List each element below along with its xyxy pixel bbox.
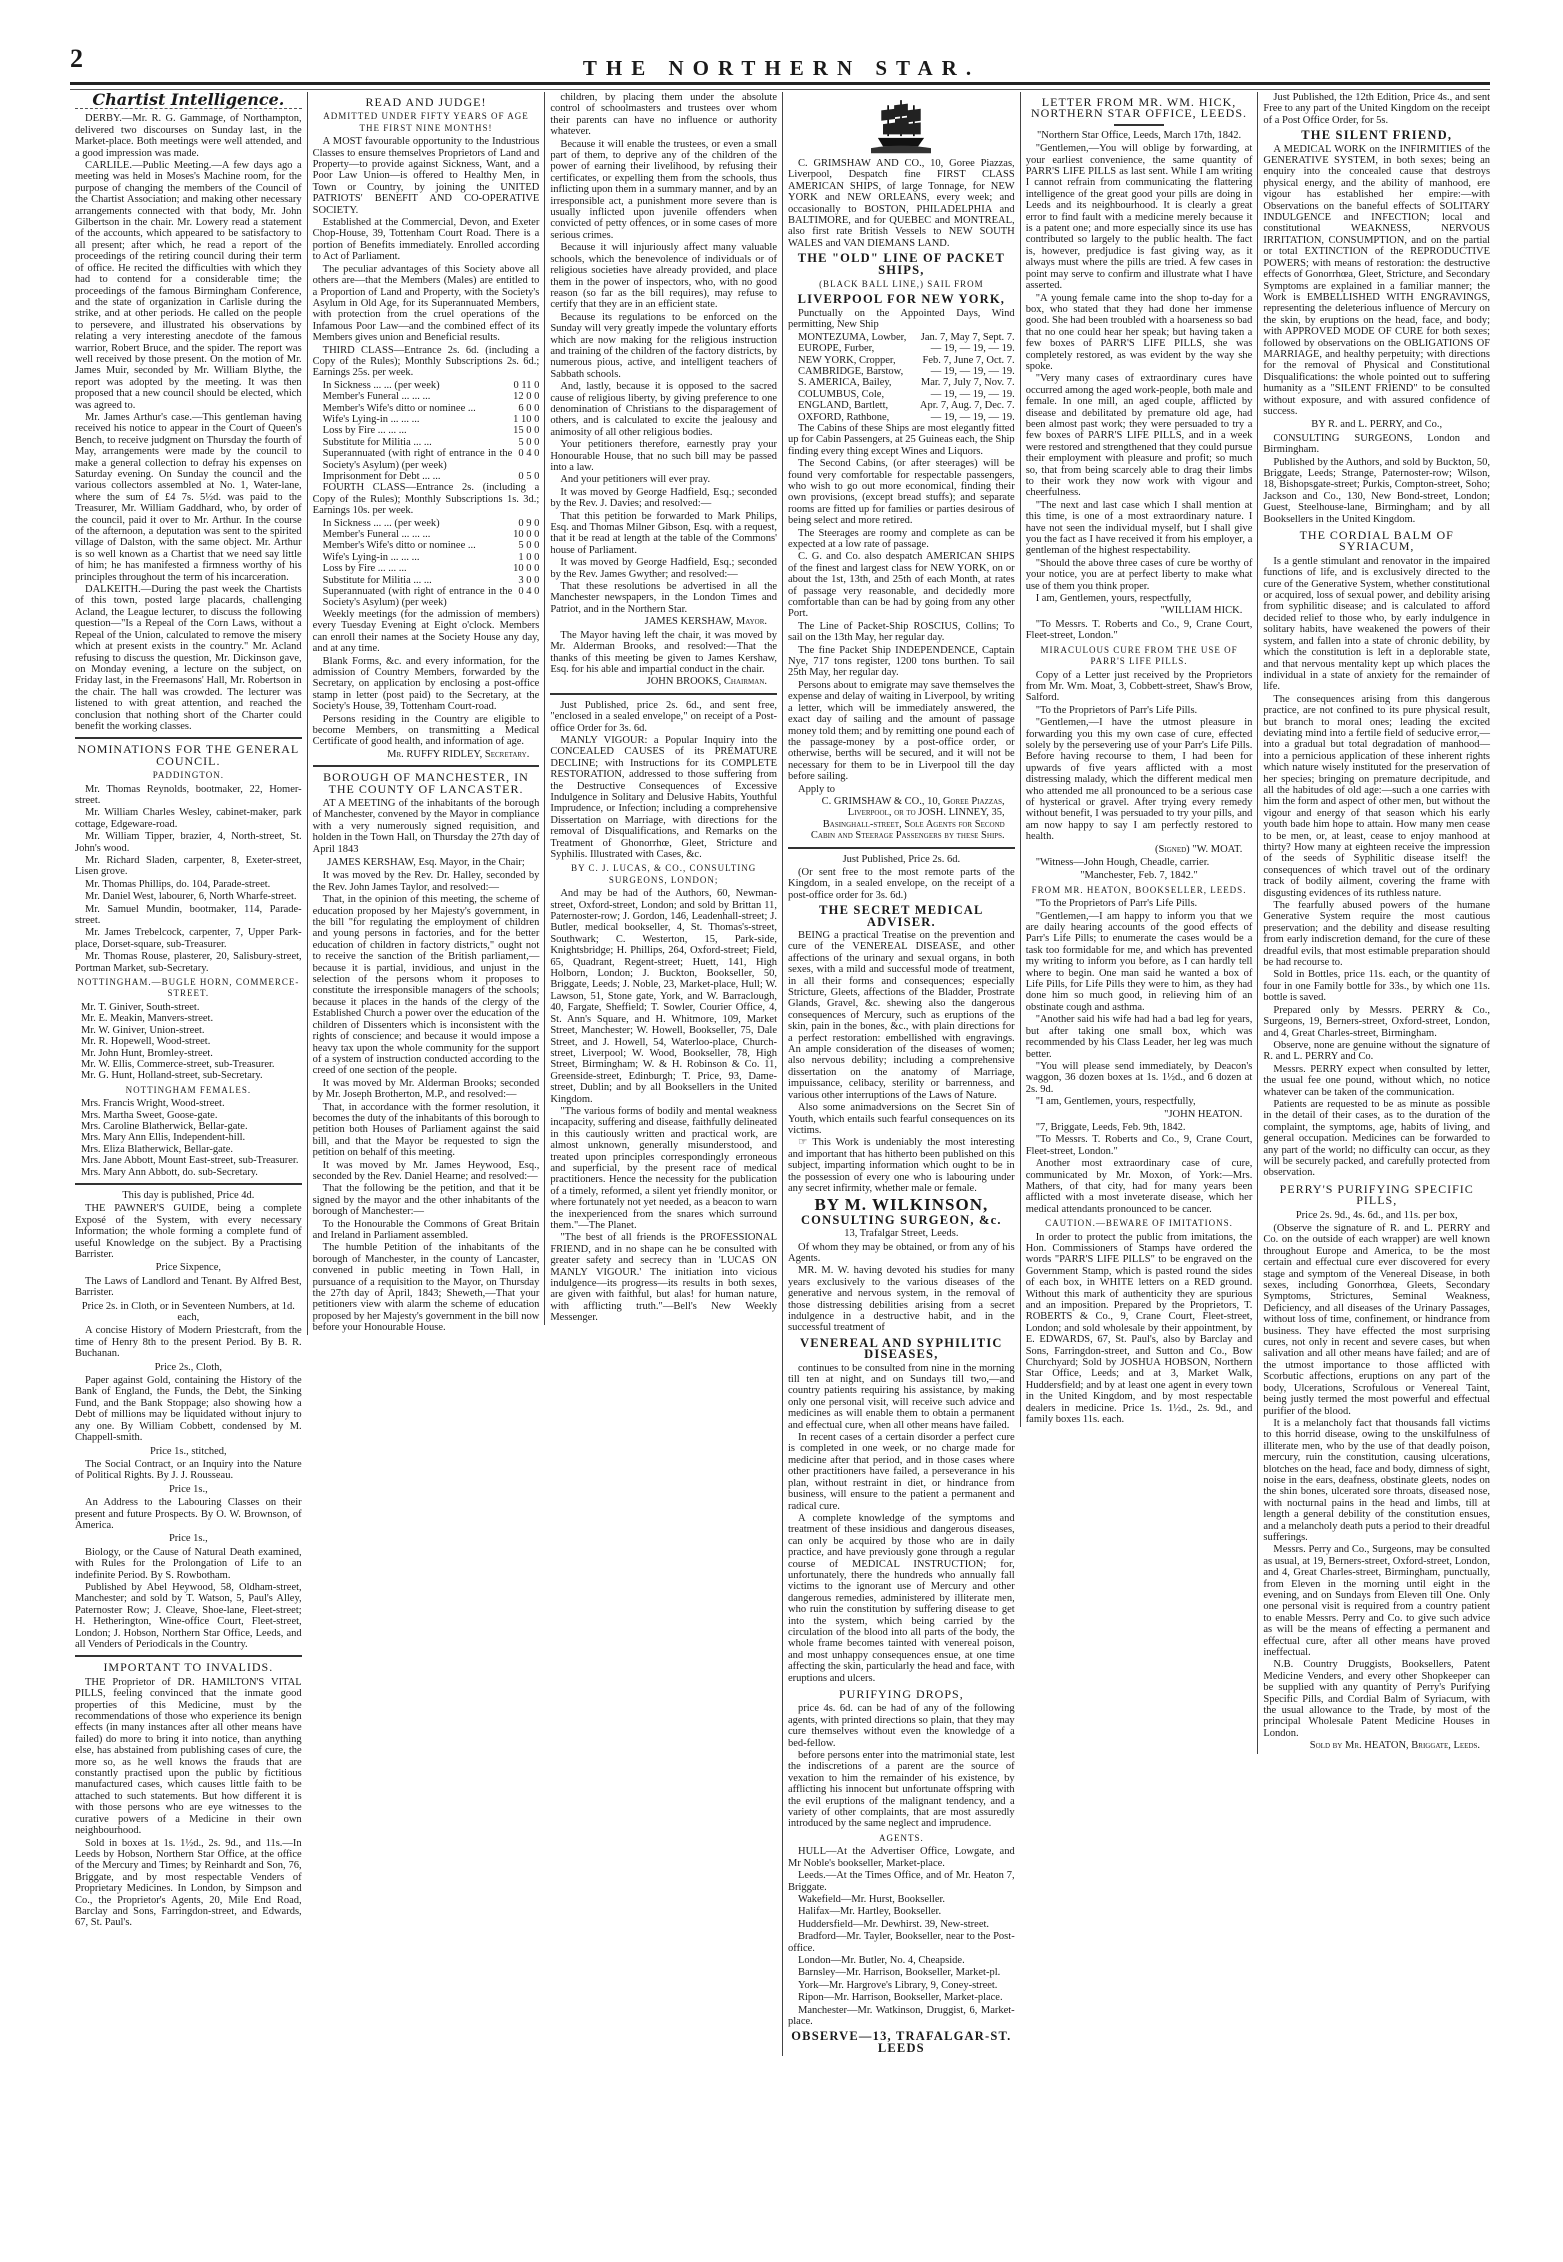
paragraph: The Cabins of these Ships are most elegantly fitted up for Cabin Passengers, at 25 Guineas each, the Ship finding every thing except Wines and Liquors. — [788, 422, 1015, 457]
paragraph: To the Honourable the Commons of Great Britain and Ireland in Parliament assembled. — [312, 1218, 540, 1241]
paragraph: Messrs. Perry and Co., Surgeons, may be consulted as usual, at 19, Berners-street, Oxford-street, London, and 4, Great Charles-street, Birmingham, punctually, from Eleven in the morning until eight in the evening, and on Sundays from Eleven till One. Only one personal visit is required from a country patient to enable Messrs. Perry and Co. to give such advice as will be the means of effecting a permanent and effectual cure, after all other means have proved ineffectual. — [1263, 1544, 1491, 1659]
row-value: 1 0 0 — [518, 551, 540, 563]
list-item: Mrs. Mary Ann Ellis, Independent-hill. — [81, 1132, 246, 1144]
centered-line: "Manchester, Feb. 7, 1842." — [1080, 870, 1198, 882]
centered-line: This day is published, Price 4d. — [122, 1189, 255, 1201]
paragraph: Halifax—Mr. Hartley, Bookseller. — [798, 1906, 942, 1918]
article-heading: THE SECRET MEDICAL ADVISER. — [819, 903, 984, 929]
column-4 — [782, 92, 1020, 2056]
paragraph: Mr. Richard Sladen, carpenter, 8, Exeter-street, Lisen grove. — [75, 855, 302, 878]
paragraph: It was moved by George Hadfield, Esq.; seconded by the Rev. James Gwyther; and resolved:— — [550, 557, 778, 580]
table-row — [323, 448, 540, 471]
paragraph: That the following be the petition, and that it be signed by the mayor and the other inhabitants of the borough of Manchester:— — [312, 1183, 540, 1218]
subheading: CAUTION.—BEWARE OF IMITATIONS. — [1045, 1218, 1233, 1229]
table-row — [798, 400, 1015, 411]
centered-line: Price 1s., — [168, 1483, 208, 1495]
row-value: Mar. 7, July 7, Nov. 7. — [920, 377, 1015, 389]
row-label: S. AMERICA, Bailey, — [798, 377, 892, 389]
paragraph: Sold in Bottles, price 11s. each, or the quantity of four in one Family bottle for 33s., by which one 11s. bottle is saved. — [1263, 969, 1491, 1004]
row-value: Apr. 7, Aug. 7, Dec. 7. — [919, 400, 1015, 412]
centered-line: Price 2s. 9d., 4s. 6d., and 11s. per box, — [1295, 1209, 1458, 1221]
paragraph: A MEDICAL WORK on the INFIRMITIES of the GENERATIVE SYSTEM, in both sexes; being an enquiry into the concealed cause that destroys physical energy, and the ability of manhood, ere vigour has established her empire:—with Observations on the baneful effects of SOLITARY INDULGENCE and INFECTION; local and constitutional WEAKNESS, NERVOUS IRRITATION, CONSUMPTION, and on the partial or total EXTINCTION of the REPRODUCTIVE POWERS; with means of restoration: the destructive effects of Gonorrhœa, Gleet, Stricture, and Secondary Symptoms are explained in a familiar manner; the Work is EMBELLISHED WITH ENGRAVINGS, representing the deleterious influence of Mercury on the skin, by eruptions on the head, face, and body; with APPROVED MODE OF CURE for both sexes; followed by observations on the OBLIGATIONS OF MARRIAGE, and healthy perpetuity; with directions for the removal of Physical and Constitutional Disqualifications: the whole pointed out to suffering humanity as a "SILENT FRIEND" to be consulted without exposure, and with assured confidence of success. — [1263, 143, 1491, 417]
row-label: Superannuated (with right of entrance in the Society's Asylum) (per week) — [322, 448, 513, 471]
short-rule — [1114, 124, 1164, 126]
paragraph: It was moved by George Hadfield, Esq.; seconded by the Rev. J. Davies; and resolved:— — [550, 486, 778, 510]
signature: (Signed) "W. MOAT. — [1155, 843, 1243, 855]
subheading: BY C. J. LUCAS, & CO., CONSULTING SURGEONS, LONDON; — [571, 863, 757, 885]
article-heading: BY M. WILKINSON, — [814, 1195, 989, 1215]
row-value: 0 4 0 — [518, 448, 540, 460]
row-label: Loss by Fire ... ... ... — [322, 425, 407, 437]
row-label: In Sickness ... ... (per week) — [322, 379, 440, 391]
paragraph: Published by Abel Heywood, 58, Oldham-street, Manchester; and sold by T. Watson, 5, Paul's Alley, Paternoster Row; J. Cleave, Shoe-lane, Fleet-street; H. Hetherington, Wine-office Court, Fleet-street, London; J. Hobson, Northern Star Office, Leeds, and all Venders of Periodicals in the Country. — [75, 1581, 302, 1650]
row-value: 1 10 0 — [513, 413, 540, 425]
article-heading: OBSERVE—13, TRAFALGAR-ST. LEEDS — [791, 2029, 1012, 2055]
paragraph: A complete knowledge of the symptoms and treatment of these insidious and dangerous diseases, can only be acquired by those who are in daily practice, and have previously gone through a regular course of MEDICAL INSTRUCTION; for, unfortunately, there the hundreds who annually fall victims to the ignorant use of Mercury and other dangerous remedies, administered by illiterate men, who ruin the constitution by suffering disease to get into the system, which being carried by the circulation of the blood into all parts of the body, the whole frame becomes tainted with venereal poison, and most unhappy consequences ensue, at one time affecting the skin, particularly the head and face, with eruptions and ulcers. — [788, 1512, 1015, 1684]
list-item: Mrs. Caroline Blatherwick, Bellar-gate. — [81, 1120, 248, 1132]
paragraph: continues to be consulted from nine in the morning till ten at night, and on Sundays till two,—and country patients requiring his assistance, by making only one personal visit, will receive such advice and medicines as will enable them to obtain a permanent and effectual cure, when all other means have failed. — [788, 1362, 1015, 1431]
centered-line: BY R. and L. PERRY, and Co., — [1311, 419, 1443, 431]
table-row — [323, 552, 540, 563]
row-label: Member's Funeral ... ... ... — [322, 529, 431, 541]
paragraph: "To the Proprietors of Parr's Life Pills. — [1035, 704, 1198, 716]
paragraph: Mr. James Trebelcock, carpenter, 7, Upper Park-place, Dorset-square, sub-Treasurer. — [75, 927, 302, 950]
paragraph: Wakefield—Mr. Hurst, Bookseller. — [798, 1893, 946, 1905]
table-row — [798, 412, 1015, 423]
row-label: Member's Wife's ditto or nominee ... — [322, 402, 476, 414]
row-label: ENGLAND, Bartlett, — [798, 400, 889, 412]
row-value: 10 0 0 — [513, 529, 540, 541]
paragraph: MR. M. W. having devoted his studies for many years exclusively to the various diseases of the generative and nervous system, in the removal of those distressing debilities arising from a secret indulgence in a destructive habit, and in the successful treatment of — [788, 1265, 1015, 1334]
table-row — [323, 529, 540, 540]
paragraph: "Very many cases of extraordinary cures have occurred among the aged work-people, both male and female. In one mill, an aged couple, afflicted by disease and debilitated by premature old age, had been almost past work; they were persuaded to try a few boxes of PARR'S LIFE PILLS, and in a week were restored and strengthened that they could pursue their employment with pleasure and profit; so much so, that from being scarcely able to drag their limbs to their work they now work with vigour and cheerfulness. — [1025, 373, 1253, 499]
column-6 — [1257, 92, 1495, 1754]
paragraph: The Laws of Landlord and Tenant. By Alfred Best, Barrister. — [75, 1275, 302, 1299]
article-heading: LIVERPOOL FOR NEW YORK, — [797, 292, 1006, 307]
signature: Sold by Mr. HEATON, Briggate, Leeds. — [1309, 1740, 1481, 1752]
paragraph: The consequences arising from this dangerous practice, are not confined to its pure physical result, but branch to moral ones; leading the excited deviating mind into a fertile field of seducive error,—into a gradual but total degradation of manhood—into a pernicious application of these inherent rights which nature wisely instituted for the preservation of her species; bringing on premature decripitude, and all the habitudes of old age:—such a one carries with him the form and aspect of other men, but without the vigour and energy of that season which his early youth bade him hope to attain. How many men cease to be men, or, at least, cease to enjoy manhood at thirty? How many at eighteen receive the impression of the seeds of Syphilitic disease itself! the consequences of which travel out of the ordinary track of bodily ailment, covering the frame with disgusting evidences of its ruthless nature. — [1263, 693, 1491, 899]
paragraph: In order to protect the public from imitations, the Hon. Commissioners of Stamps have ordered the words "PARR'S LIFE PILLS" to be engraved on the Government Stamp, which is pasted round the sides of each box, in WHITE letters on a RED ground. Without this mark of authenticity they are spurious and an imposition. Prepared by the Proprietors, T. ROBERTS & Co., 9, Crane Court, Fleet-street, London; and sold wholesale by their appointment, by E. EDWARDS, 67, St. Paul's, also by Barclay and Sons, Farringdon-street, and Sutton and Co., Bow Churchyard; Sold by JOSHUA HOBSON, Northern Star Office, Leeds; and at 3, Market Walk, Huddersfield; and by at least one agent in every town in the United Kingdom, and by most respectable dealers in medicine. Price 1s. 1½d., 2s. 9d., and family boxes 11s. each. — [1025, 1231, 1253, 1426]
row-label: Substitute for Militia ... ... — [322, 436, 432, 448]
row-value: 5 0 0 — [518, 436, 540, 448]
paragraph: children, by placing them under the absolute control of schoolmasters and trustees over whom their parents can have no influence or authority whatever. — [550, 92, 778, 138]
row-label: Loss by Fire ... ... ... — [322, 563, 407, 575]
paragraph: Mr. Daniel West, labourer, 6, North Wharfe-street. — [85, 891, 297, 903]
article-heading: NOMINATIONS FOR THE GENERAL COUNCIL. — [77, 742, 300, 768]
row-value: 15 0 0 — [513, 425, 540, 437]
paragraph: Persons residing in the Country are eligible to become Members, on transmitting a Medical Certificate of good health, and information of age. — [312, 713, 540, 748]
paragraph: Messrs. PERRY expect when consulted by letter, the usual fee one pound, without which, no notice whatever can be taken of the communication. — [1263, 1063, 1491, 1098]
paragraph: Paper against Gold, containing the History of the Bank of England, the Funds, the Debt, the Sinking Fund, and the Bank Stoppage; also showing how a Debt of millions may be liquidated without injury to any one. By William Cobbett, condensed by M. Chappell-smith. — [75, 1375, 302, 1444]
signature: Mr. RUFFY RIDLEY, Secretary. — [387, 748, 530, 760]
paragraph: Mr. James Arthur's case.—This gentleman having received his notice to appear in the Court of Queen's Bench, to receive judgment on Thursday the fourth of May, arrangements were made by the council to make a general collection to defray his expenses on Saturday evening. On Sunday the council and the various collectors assembled at No. 1, Water-lane, where the sum of £4 7s. 5½d. was paid to the Treasurer, Mr. William Gaddhard, who, by order of the council, paid it over to Mr. Arthur. In the course of the afternoon, a deputation was sent to the spirited village of Dalston, with the same object. Mr. Arthur is so well known as a Chartist that we need say little of him; he has manifested a firmness worthy of his principles throughout the term of his incarceration. — [75, 411, 302, 583]
paragraph: (Observe the signature of R. and L. PERRY and Co. on the outside of each wrapper) are well known throughout Europe and America, to be the most certain and effectual cure ever discovered for every stage and symptom of the Venereal Disease, in both sexes, including Gonorrhœa, Gleets, Secondary Symptoms, Strictures, Seminal Weakness, Deficiency, and all diseases of the Urinary Passages, without loss of time, confinement, or hindrance from business. They have effected the most surprising cures, not only in recent and severe cases, but when salivation and all other means have failed; and are of the utmost importance to those afflicted with Scorbutic affections, eruptions on any part of the body, Ulcerations, Scrofulous or Venereal Taint, being justly termed the most powerful and effectual purifier of the blood. — [1263, 1223, 1491, 1417]
row-value: Feb. 7, June 7, Oct. 7. — [922, 354, 1015, 366]
paragraph: FOURTH CLASS—Entrance 2s. (including a Copy of the Rules); Monthly Subscriptions 1s. 3d.; Earnings 10s. per week. — [312, 482, 540, 517]
row-label: Superannuated (with right of entrance in the Society's Asylum) (per week) — [322, 586, 513, 609]
paragraph: Blank Forms, &c. and every information, for the admission of Country Members, forwarded by the Secretary, on application by enclosing a post-office stamp in letter (post paid) to the Secretary, at the Society's House, 39, Tottenham Court-road. — [312, 655, 540, 713]
centered-line: Price 2s. in Cloth, or in Seventeen Numbers, at 1d. each, — [81, 1300, 295, 1324]
paragraph: "Gentlemen,—I am happy to inform you that we are daily hearing accounts of the good effects of Parr's Life Pills; to enumerate the cases would be a task too formidable for me, and which has prevented my writing to inform you before, as I can hardly tell where to begin. One man said he wanted a box of Life Pills, for Life Pills they were to him, as they had done him so much good, in relieving him of an obstinate cough and asthma. — [1025, 910, 1253, 1013]
article-heading: THE "OLD" LINE OF PACKET SHIPS, — [797, 251, 1005, 277]
paragraph: Also some animadversions on the Secret Sin of Youth, which entails such fearful consequences on its victims. — [788, 1102, 1015, 1136]
paragraph: HULL—At the Advertiser Office, Lowgate, and Mr Noble's bookseller, Market-place. — [788, 1846, 1015, 1869]
paragraph: And your petitioners will ever pray. — [560, 474, 711, 486]
list-item: Mrs. Francis Wright, Wood-street. — [81, 1098, 225, 1110]
subheading: FROM MR. HEATON, BOOKSELLER, LEEDS. — [1031, 884, 1247, 895]
paragraph: (Or sent free to the most remote parts of the Kingdom, in a sealed envelope, on the receipt of a post-office order for 3s. 6d.) — [788, 866, 1015, 901]
list-item: Mr. E. Meakin, Manvers-street. — [81, 1013, 214, 1025]
row-label: CAMBRIDGE, Barstow, — [798, 365, 904, 377]
paragraph: price 4s. 6d. can be had of any of the following agents, with printed directions so plain, that they may cure themselves without even the knowledge of a bed-fellow. — [788, 1703, 1015, 1749]
paragraph: It was moved by Mr. Alderman Brooks; seconded by Mr. Joseph Brotherton, M.P., and resolved:— — [312, 1077, 540, 1101]
paragraph: "I am, Gentlemen, yours, respectfully, — [1035, 1096, 1196, 1108]
row-value: 3 0 0 — [518, 574, 540, 586]
paragraph: Is a gentle stimulant and renovator in the impaired functions of life, and is exclusively directed to the cure of the Generative System, whether constitutional or acquired, loss of sexual power, and debility arising from syphilitic disease; and is calculated to afford decided relief to those who, by early indulgence in solitary habits, have weakened the powers of their system, and fallen into a state of chronic debility, by which the constitution is left in a deplorable state, and that nervous mentality kept up which places the individual in a state of anxiety for the remainder of life. — [1263, 555, 1491, 693]
paragraph: Barnsley—Mr. Harrison, Bookseller, Market-pl. — [798, 1967, 1001, 1979]
row-value: 0 4 0 — [518, 586, 540, 598]
paragraph: Sold in boxes at 1s. 1½d., 2s. 9d., and 11s.—In Leeds by Hobson, Northern Star Office, at the office of the Mercury and Times; by Reinhardt and Son, 76, Briggate, and by most respectable Venders of Proprietary Medicines. In London, by Simpson and Co., the Proprietor's Agents, 20, Mile End Road, Barclay and Sons, Farringdon-street, and Edwards, 67, St. Paul's. — [75, 1837, 302, 1929]
column-divider-rule — [75, 1655, 302, 1657]
row-value: — 19, — 19, — 19. — [930, 388, 1015, 400]
row-value: 0 9 0 — [518, 517, 540, 529]
paragraph: C. G. and Co. also despatch AMERICAN SHIPS of the finest and largest class for NEW YORK, on or about the 1st, 13th, and 25th of each Month, at rates of passage very reasonable, and decidedly more comfortable than can be had by going from any other Port. — [788, 551, 1015, 620]
column-divider-rule — [75, 737, 302, 739]
centered-line: Price 1s., stitched, — [149, 1445, 227, 1457]
paragraph: "7, Briggate, Leeds, Feb. 9th, 1842. — [1035, 1121, 1186, 1133]
row-label: Member's Wife's ditto or nominee ... — [322, 540, 476, 552]
signature: JAMES KERSHAW, Mayor. — [644, 616, 768, 628]
column-divider-rule — [550, 693, 777, 695]
table-row — [798, 389, 1015, 400]
subheading: NOTTINGHAM FEMALES. — [125, 1084, 252, 1095]
paragraph: That this petition be forwarded to Mark Philips, Esq. and Thomas Milner Gibson, Esq. with a request, that it be read at length at the table of the Commons' house of Parliament. — [550, 510, 778, 556]
column-divider-rule — [75, 1183, 302, 1185]
row-value: — 19, — 19, — 19. — [930, 411, 1015, 423]
paragraph: Mr. Thomas Rouse, plasterer, 20, Salisbury-street, Portman Market, sub-Secretary. — [75, 951, 302, 974]
paragraph: CONSULTING SURGEONS, London and Birmingham. — [1263, 432, 1491, 456]
list-item: Mrs. Eliza Blatherwick, Bellar-gate. — [81, 1143, 233, 1155]
row-label: Wife's Lying-in ... ... ... — [322, 551, 420, 563]
paragraph: MANLY VIGOUR: a Popular Inquiry into the CONCEALED CAUSES of its PREMATURE DECLINE; with Instructions for its COMPLETE RESTORATION, addressed to those suffering from the Destructive Consequences of Excessive Indulgence in Solitary and Delusive Habits, Youthful Imprudence, or Infection; including a comprehensive Dissertation on Marriage, with directions for the removal of Disqualifications, and Remarks on the Treatment of Ghonorrhœ, Gleet, Stricture and Syphilis. Illustrated with Cases, &c. — [550, 734, 778, 860]
table-row — [323, 425, 540, 436]
paragraph: ☞ This Work is undeniably the most interesting and important that has hitherto been published on this subject, imparting information which ought to be in the possession of every one who is labouring under any secret infirmity, whether male or female. — [788, 1137, 1015, 1194]
paragraph: And may be had of the Authors, 60, Newman-street, Oxford-street, London; and sold by Brittan 11, Paternoster-row; J. Gordon, 146, Leadenhall-street; J. Butler, medical bookseller, 4, St. Thomas's-street, Southwark; C. Westerton, 15, Park-side, Knightsbridge; H. Phillips, 264, Oxford-street; Field, 65, Quadrant, Regent-street; Huett, 141, High Holborn, London; J. Buckton, Bookseller, 50, Briggate, Leeds; J. Noble, 23, Market-place, Hull; W. Lawson, 51, Stone gate, York, and W. Barraclough, 40, Fargate, Sheffield; T. Sowler, Courier Office, 4, St. Ann's Square, and H. Whitmore, 109, Market Street, Manchester; W. Howell, Bookseller, 75, Dale Street, and J. Howell, 54, Waterloo-place, Church-street, Liverpool; W. Wood, Bookseller, 78, High Street, Birmingham; W. & H. Robinson & Co. 11, Greenside-street, Edinburgh; T. Price, 93, Dame-street, Dublin; and by all Booksellers in the United Kingdom. — [550, 888, 778, 1105]
paragraph: The humble Petition of the inhabitants of the borough of Manchester, in the county of Lancaster, convened in public meeting in Town Hall, in pursuance of a requisition to the Mayor, on Thursday the 27th day of April, 1843; Sheweth,—That your petitioners view with alarm the scheme of education proposed by her Majesty's government in the bill now before your Honourable House. — [312, 1242, 540, 1334]
centered-line: Just Published, Price 2s. 6d. — [842, 853, 961, 865]
article-heading: THE SILENT FRIEND, — [1301, 128, 1453, 143]
row-value: 10 0 0 — [513, 563, 540, 575]
sailing-ship-icon — [871, 95, 931, 155]
paragraph: I am, Gentlemen, yours, respectfully, — [1035, 593, 1192, 605]
paragraph: In recent cases of a certain disorder a perfect cure is completed in one week, or no charge made for medicine after that period, and in those cases where other practitioners have failed, a perseverance in his plan, without restraint in diet, or hindrance from business, will ensure to the patient a permanent and radical cure. — [788, 1432, 1015, 1512]
row-label: COLUMBUS, Cole, — [798, 388, 885, 400]
list-item: Mrs. Mary Ann Abbott, do. sub-Secretary. — [81, 1166, 258, 1178]
paragraph: Mr. Thomas Phillips, do. 104, Parade-street. — [85, 878, 271, 890]
paragraph: Bradford—Mr. Tayler, Bookseller, near to the Post-office. — [788, 1931, 1015, 1954]
table-row — [323, 540, 540, 551]
paragraph: Mr. Samuel Mundin, bootmaker, 114, Parade-street. — [75, 903, 302, 927]
list-item: Mr. W. Giniver, Union-street. — [81, 1024, 205, 1036]
paragraph: "Should the above three cases of cure be worthy of your notice, you are at perfect liberty to make what use of them you think proper. — [1025, 557, 1253, 592]
list-item: Mr. John Hunt, Bromley-street. — [81, 1047, 213, 1059]
paragraph: Just Published, price 2s. 6d., and sent free, "enclosed in a sealed envelope," on receipt of a Post-office Order for 3s. 6d. — [550, 699, 778, 734]
paragraph: It was moved by Mr. James Heywood, Esq., seconded by the Rev. Daniel Hearne; and resolved:— — [312, 1159, 540, 1182]
paragraph: Ripon—Mr. Harrison, Bookseller, Market-place. — [798, 1992, 1003, 2004]
paragraph: A MOST favourable opportunity to the Industrious Classes to ensure themselves Proprietors of Land and Property—to provide against Sickness, Want, and a Poor Law Union—is offered to Healthy Men, in Town or Country, by joining the UNITED PATRIOTS' BENEFIT AND CO-OPERATIVE SOCIETY. — [312, 136, 540, 216]
paragraph: The fine Packet Ship INDEPENDENCE, Captain Nye, 717 tons register, 1200 tons burthen. To sail 25th May, her regular day. — [788, 644, 1015, 679]
subheading: MIRACULOUS CURE FROM THE USE OF PARR'S LIFE PILLS. — [1040, 644, 1238, 667]
table-row — [323, 380, 540, 391]
paragraph: C. GRIMSHAW AND CO., 10, Goree Piazzas, Liverpool, Despatch fine FIRST CLASS AMERICAN SHIPS, of large Tonnage, for NEW YORK and NEW ORLEANS, every week; and occasionally to BOSTON, PHILADELPHIA and BALTIMORE, and for QUEBEC and MONTREAL, also first rate British Vessels to NEW SOUTH WALES and VAN DIEMANS LAND. — [788, 158, 1015, 249]
list-item: Mrs. Martha Sweet, Goose-gate. — [81, 1109, 218, 1121]
table-row — [798, 355, 1015, 366]
paragraph: Huddersfield—Mr. Dewhirst. 39, New-street. — [798, 1918, 990, 1930]
table-row — [323, 575, 540, 586]
table-row — [323, 471, 540, 482]
article-heading: BOROUGH OF MANCHESTER, IN THE COUNTY OF LANCASTER. — [323, 770, 529, 796]
article-heading: LETTER FROM MR. WM. HICK, NORTHERN STAR OFFICE, LEEDS. — [1031, 95, 1248, 121]
column-3 — [544, 92, 782, 1325]
paragraph: Published by the Authors, and sold by Buckton, 50, Briggate, Leeds; Strange, Paternoster-row; Wilson, 18, Bishopsgate-street; Purkis, Compton-street, Soho; Jackson and Co., 130, New Bond-street, London; Guest, Steelhouse-lane, Birmingham; and by all Booksellers in the United Kingdom. — [1263, 456, 1491, 525]
signature: "WILLIAM HICK. — [1160, 605, 1243, 617]
paragraph: THIRD CLASS—Entrance 2s. 6d. (including a Copy of the Rules); Monthly Subscriptions 2s. 6d.; Earnings 25s. per week. — [312, 344, 540, 379]
paragraph: N.B. Country Druggists, Booksellers, Patent Medicine Venders, and every other Shopkeeper can be supplied with any quantity of Perry's Purifying Specific Pills, and Cordial Balm of Syriacum, with the usual allowance to the Trade, by most of the principal Wholesale Patent Medicine Houses in London. — [1263, 1659, 1491, 1739]
paragraph: "Another said his wife had had a bad leg for years, but after taking one small box, which was recommended by his Class Leader, her leg was much better. — [1025, 1014, 1253, 1060]
article-heading: VENEREAL AND SYPHILITIC DISEASES, — [800, 1335, 1003, 1362]
row-label: In Sickness ... ... (per week) — [322, 517, 440, 529]
column-1 — [70, 92, 307, 1930]
article-heading: PURIFYING DROPS, — [839, 1687, 964, 1701]
paragraph: before persons enter into the matrimonial state, lest the indiscretions of a parent are the source of vexation to him the remainder of his existence, by afflicting his innocent but unfortunate offspring with the evil eruptions of the malignant tendency, and a variety of other complaints, that are most assuredly introduced by the same neglect and imprudence. — [788, 1750, 1015, 1830]
table-row — [323, 586, 540, 609]
row-value: 5 0 0 — [518, 540, 540, 552]
paragraph: Mr. William Tipper, brazier, 4, North-street, St. John's wood. — [75, 831, 302, 854]
row-value: — 19, — 19, — 19. — [930, 343, 1015, 355]
centered-line: Price 2s., Cloth, — [154, 1361, 223, 1373]
centered-line: JAMES KERSHAW, Esq. Mayor, in the Chair; — [327, 857, 525, 868]
paragraph: "Gentlemen,—I have the utmost pleasure in forwarding you this my own case of cure, effected solely by the persevering use of your Parr's Life Pills. Before having recourse to them, I had been for upwards of five years afflicted with a most distressing malady, which the different medical men who attended me all pronounced to be a serious case of hysterical or gravel. After trying every remedy without benefit, I was persuaded to try your pills, and am now happy to say I am perfectly restored to health. — [1025, 717, 1253, 843]
paragraph: And, lastly, because it is opposed to the sacred cause of religious liberty, by giving preference to one denomination of Christians to the disparagement of others, and is calculated to excite the jealousy and animosity of all other religious bodies. — [550, 381, 778, 438]
table-row — [323, 414, 540, 425]
paragraph: "To the Proprietors of Parr's Life Pills. — [1035, 898, 1198, 910]
paragraph: "You will please send immediately, by Deacon's waggon, 36 dozen boxes at 1s. 1½d., and 6 dozen at 2s. 9d. — [1025, 1060, 1253, 1095]
row-value: Jan. 7, May 7, Sept. 7. — [920, 331, 1015, 343]
centered-line: Price Sixpence, — [155, 1262, 221, 1274]
paragraph: Observe, none are genuine without the signature of R. and L. PERRY and Co. — [1263, 1039, 1491, 1063]
newspaper-columns — [70, 92, 1495, 2056]
table-row — [798, 377, 1015, 388]
column-5 — [1020, 92, 1258, 1427]
paragraph: The Mayor having left the chair, it was moved by Mr. Alderman Brooks, and resolved:—That the thanks of this meeting be given to James Kershaw, Esq. for his able and impartial conduct in the chair. — [550, 629, 778, 675]
table-row — [323, 563, 540, 574]
paragraph: Mr. Thomas Reynolds, bootmaker, 22, Homer-street. — [75, 783, 302, 806]
subheading: PADDINGTON. — [152, 770, 224, 781]
article-heading: READ AND JUDGE! — [365, 95, 487, 109]
row-label: Imprisonment for Debt ... ... — [322, 471, 441, 482]
paragraph: "A young female came into the shop to-day for a box, who stated that they had done her immense good. She had been troubled with a hoarseness so bad that no one could hear her speak; but having taken a few boxes of PARR'S LIFE PILLS, she was completely restored, as was evident by the way she spoke. — [1025, 292, 1253, 372]
row-label: NEW YORK, Cropper, — [798, 354, 896, 366]
newspaper-masthead: THE NORTHERN STAR. — [582, 56, 981, 80]
subheading: AGENTS. — [878, 1832, 924, 1843]
row-value: 0 5 0 — [518, 471, 540, 482]
page-number: 2 — [70, 44, 83, 73]
paragraph: Just Published, the 12th Edition, Price 4s., and sent Free to any part of the United Kingdom on the receipt of a Post Office Order, for 5s. — [1263, 92, 1491, 126]
list-item: Mr. T. Giniver, South-street. — [81, 1001, 200, 1013]
paragraph: The Social Contract, or an Inquiry into the Nature of Political Rights. By J. J. Rousseau. — [75, 1458, 302, 1482]
paragraph: Established at the Commercial, Devon, and Exeter Chop-House, 39, Tottenham Court Road. There is a portion of Benefits immediately. Enrolled according to Act of Parliament. — [312, 217, 540, 263]
paragraph: DALKEITH.—During the past week the Chartists of this town, posted large placards, challenging Acland, the League lecturer, to discuss the following question—"Is a Repeal of the Corn Laws, without a Repeal of the Union, calculated to remove the misery which at present exists in the country." Mr. Acland refusing to discuss the question, Mr. Dickinson gave, on Monday evening, a lecture on the subject, on Friday last, in the Freemasons' Hall, Mr. Robertson in the chair. The hall was crowded. The lecturer was listened to with great attention, and reached the conclusion that nothing short of the Charter could benefit the working classes. — [75, 584, 302, 732]
paragraph: "The best of all friends is the PROFESSIONAL FRIEND, and in no shape can he be consulted with greater safety and secrecy than in 'LUCAS ON MANLY VIGOUR.' The initiation into vicious indulgence—its progress—its results in both sexes, are given with faithful, but alas! for human nature, with afflicting truth."—Bell's New Weekly Messenger. — [550, 1232, 778, 1324]
paragraph: Because it will enable the trustees, or even a small part of them, to deprive any of the children of the power of earning their livelihood, by refusing their certificates, or expelling them from the schools, thus inflicting upon them in a summary manner, and by an irresponsible act, a punishment more severe than is usually inflicted upon juvenile offenders when convicted of petty offences, or in some cases of more serious crimes. — [550, 138, 778, 241]
row-value: 12 0 0 — [513, 391, 540, 403]
list-item: Mr. W. Ellis, Commerce-street, sub-Treasurer. — [81, 1058, 275, 1070]
paragraph: Mr. William Charles Wesley, cabinet-maker, park cottage, Edgeware-road. — [75, 807, 302, 830]
paragraph: "To Messrs. T. Roberts and Co., 9, Crane Court, Fleet-street, London." — [1025, 1134, 1253, 1157]
table-row — [323, 518, 540, 529]
paragraph: Leeds.—At the Times Office, and of Mr. Heaton 7, Briggate. — [788, 1870, 1015, 1893]
table-row — [323, 391, 540, 402]
paragraph: Persons about to emigrate may save themselves the expense and delay of waiting in Liverpool, by writing a letter, which will be immediately answered, the exact day of sailing and the amount of passage money told them; and by remitting one pound each of the passage-money by a post-office order, or otherwise, berths will be secured, and it will not be necessary for them to be in Liverpool till the day before sailing. — [788, 679, 1015, 783]
paragraph: That, in the opinion of this meeting, the scheme of education proposed by her Majesty's government, in the bill "for regulating the employment of children and young persons in factories, and for the better education of children in factory districts," ought not to receive the sanction of the British parliament,—because it is partial, invidious, and unjust in the selection of the persons whom it proposes to constitute the irresponsible managers of the schools; because it places in the hands of the clergy of the Established Church a power over the education of the children of Dissenters which is inconsistent with the rights of conscience; and because it would impose a heavy tax upon the whole community for the support of a system of instruction conducted according to the creed of one section of the people. — [312, 894, 540, 1077]
masthead-rule — [70, 82, 1490, 90]
paragraph: The Second Cabins, (or after steerages) will be found very comfortable for respectable passengers, who wish to go out more economical, finding their own provisions, (except bread stuffs); and separate rooms are fitted up for families or parties desirous of being select and more retired. — [788, 458, 1015, 527]
article-heading: PERRY'S PURIFYING SPECIFIC PILLS, — [1279, 1181, 1474, 1208]
list-item: Mr. G. Hunt, Holland-street, sub-Secretary. — [81, 1070, 263, 1082]
subheading: ADMITTED UNDER FIFTY YEARS OF AGE THE FIRST NINE MONTHS! — [323, 111, 529, 133]
paragraph: Of whom they may be obtained, or from any of his Agents. — [788, 1241, 1015, 1264]
paragraph: That, in accordance with the former resolution, it becomes the duty of the inhabitants of this borough to petition both Houses of Parliament against the said bill, and that the Mayor be requested to sign the petition on behalf of this meeting. — [312, 1101, 540, 1159]
table-row — [798, 332, 1015, 343]
row-label: EUROPE, Furber, — [798, 343, 875, 355]
row-label: OXFORD, Rathbone, — [798, 411, 890, 423]
paragraph: Manchester—Mr. Watkinson, Druggist, 6, Market-place. — [788, 2004, 1015, 2027]
paragraph: London—Mr. Butler, No. 4, Cheapside. — [798, 1954, 965, 1966]
row-label: Member's Funeral ... ... ... — [322, 391, 431, 403]
column-2 — [307, 92, 545, 1335]
paragraph: Weekly meetings (for the admission of members) every Tuesday Evening at Eight o'clock. Members can enroll their names at the Society House any day, and at any time. — [312, 608, 540, 655]
paragraph: BEING a practical Treatise on the prevention and cure of the VENEREAL DISEASE, and other affections of the urinary and sexual organs, in both sexes, with a mild and successful mode of treatment, in all their forms and consequences; especially Stricture, Gleets, affections of the Bladder, Prostrate Glands, Gravel, &c. shewing also the dangerous consequences of Mercury, such as eruptions of the skin, pain in the bones, &c., with plain directions for a perfect restoration: embellished with engravings. An ample consideration of the diseases of women; also nervous debility; including a comprehensive dissertation on the anatomy of Marriage, impuissance, celibacy, sterility or barrenness, and various other interruptions of the Laws of Nature. — [788, 930, 1015, 1101]
row-label: MONTEZUMA, Lowber, — [798, 331, 907, 343]
paragraph: A concise History of Modern Priestcraft, from the time of Henry 8th to the present Period. By B. R. Buchanan. — [75, 1325, 302, 1360]
row-label: Wife's Lying-in ... ... ... — [322, 413, 420, 425]
paragraph: "The various forms of bodily and mental weakness incapacity, suffering and disease, faithfully delineated in this cautiously written and practical work, are almost unknown, generally misunderstood, and treated upon principles correspondingly erroneous and superficial, by the present race of medical practitioners. Hence the necessity for the publication of a timely, reformed, a silent yet friendly monitor, or where fortunately not yet needed, as a beacon to warn the inexperienced from the snares which surround them."—The Planet. — [550, 1105, 778, 1231]
table-row — [798, 366, 1015, 377]
article-heading: CONSULTING SURGEON, &c. — [800, 1212, 1002, 1227]
paragraph: Because its regulations to be enforced on the Sunday will very greatly impede the voluntary efforts which are now making for the religious instruction and training of the children of the factory districts, by numerous pious, active, and intelligent teachers of Sabbath schools. — [550, 311, 778, 380]
table-row — [323, 403, 540, 414]
paragraph: Patients are requested to be as minute as possible in the detail of their cases, as to the duration of the complaint, the symptoms, age, habits of living, and general occupation. Medicines can be forwarded to any part of the world; no difficulty can occur, as they will be securely packed, and carefully protected from observation. — [1263, 1098, 1491, 1179]
column-divider-rule — [788, 847, 1015, 849]
paragraph: "Witness—John Hough, Cheadle, carrier. — [1035, 857, 1210, 868]
row-value: 0 11 0 — [513, 379, 540, 391]
paragraph: Apply to — [798, 783, 836, 795]
paragraph: An Address to the Labouring Classes on their present and future Prospects. By O. W. Brownson, of America. — [75, 1497, 302, 1531]
column-divider-rule — [313, 765, 540, 767]
paragraph: Punctually on the Appointed Days, Wind permitting, New Ship — [788, 307, 1015, 331]
paragraph: Because it will injuriously affect many valuable schools, which the benevolence of individuals or of religious societies have already provided, and place them in the power of inspectors, who, with no good reason (so far as the bill requires), may refuse to certify that they are in an efficient state. — [550, 242, 778, 311]
paragraph: York—Mr. Hargrove's Library, 9, Coney-street. — [798, 1979, 998, 1991]
table-row — [798, 343, 1015, 354]
paragraph: DERBY.—Mr. R. G. Gammage, of Northampton, delivered two discourses on Sunday last, in the Market-place. Both meetings were well attended, and a good impression was made. — [75, 113, 302, 159]
list-item: Mr. R. Hopewell, Wood-street. — [81, 1036, 211, 1048]
paragraph: Prepared only by Messrs. PERRY & Co., Surgeons, 19, Berners-street, Oxford-street, London, and 4, Great Charles-street, Birmingham. — [1263, 1004, 1491, 1039]
list-item: Mrs. Jane Abbott, Mount East-street, sub-Treasurer. — [81, 1155, 299, 1167]
paragraph: The fearfully abused powers of the humane Generative System require the most cautious preservation; and the debility and disease resulting from early indiscretion demand, for the cure of these dreadful evils, that most estimable preparation should be had recourse to. — [1263, 900, 1491, 969]
paragraph: CARLILE.—Public Meeting.—A few days ago a meeting was held in Moses's Machine room, for the purpose of changing the members of the Council of the Chartist Association; and making other necessary arrangements connected with that body, Mr. John Gilbertson in the chair. Mr. Lowery read a statement of the accounts, which appeared to be satisfactory to all present; after which, he read a report of the proceedings of the retiring council during their term of office. He recited the difficulties with which they had to contend for a considerable time; the proceedings of the famous Birmingham Conference, and the state of organization in Carlisle during the strike, and at other periods. He called on the people to persevere, and illustrated his observations by relating a very interesting anecdote of the famous warrior, Robert Bruce, and the spider. The report was well received by those present. On the motion of Mr. James Muir, seconded by Mr. William Blythe, the report was adopted by the meeting. It was then proposed that a new council should be elected, which was agreed to. — [75, 160, 302, 411]
signature: "JOHN HEATON. — [1164, 1108, 1243, 1120]
centered-line: "Northern Star Office, Leeds, March 17th, 1842. — [1036, 129, 1242, 141]
article-heading: IMPORTANT TO INVALIDS. — [103, 1660, 274, 1675]
article-heading: THE CORDIAL BALM OF SYRIACUM, — [1299, 528, 1454, 554]
paragraph: THE Proprietor of DR. HAMILTON'S VITAL PILLS, feeling convinced that the inmate good properties of this Medicine, must by the recommendations of those who experience its benign effects (in many instances after all other means have failed) do more to bring it into notice, than anything else, has abstained from publishing cases of cure, the more so, as he well knows the frauds that are constantly practised upon the public by fictitious manufactured cases, which causes little faith to be attached to such statements. But how different it is with those persons who are eye witnesses to the curative powers of a Medicine in their own neighbourhood. — [75, 1676, 302, 1837]
paragraph: It was moved by the Rev. Dr. Halley, seconded by the Rev. John James Taylor, and resolved:— — [312, 870, 540, 893]
signature: C. GRIMSHAW & CO., 10, Goree Piazzas, Liverpool, or to JOSH. LINNEY, 35, Basinghall-street, Sole Agents for Second Cabin and Steerage Passengers by these Ships. — [810, 795, 1005, 842]
section-heading: Chartist Intelligence. — [75, 94, 302, 109]
paragraph: "Gentlemen,—You will oblige by forwarding, at your earliest convenience, the same quantity of PARR'S LIFE PILLS as last sent. While I am writing I cannot refrain from communicating the flattering intelligence of the great good your pills are doing in Leeds and its neighbourhood. It is clearly a great error to find fault with a medicine merely because it is a patent one; and more especially since its use has contributed so largely to the public health. The fact is, however, predjudice is fast giving way, as it always must where the pills are tried. A few cases in point may serve to confirm and illustrate what I have asserted. — [1025, 143, 1253, 292]
centered-line: Price 1s., — [168, 1533, 208, 1545]
paragraph: Another most extraordinary case of cure, communicated by Mr. Moxon, of York:—Mrs. Mathers, of that city, had for many years been afflicted with a most inveterate disease, which her medical attendants pronounced to be cancer. — [1025, 1158, 1253, 1215]
paragraph: "The next and last case which I shall mention at this time, is one of a most extraordinary nature. I have not seen the individual myself, but I shall give you the fact as I have received it from his employer, a gentleman of the highest respectability. — [1025, 499, 1253, 557]
subheading: (BLACK BALL LINE,) SAIL FROM — [819, 279, 984, 290]
row-label: Substitute for Militia ... ... — [322, 574, 432, 586]
subheading: NOTTINGHAM.—BUGLE HORN, COMMERCE-STREET. — [77, 977, 300, 999]
paragraph: Copy of a Letter just received by the Proprietors from Mr. Wm. Moat, 3, Cobbett-street, Shaw's Brow, Salford. — [1025, 669, 1253, 704]
paragraph: Biology, or the Cause of Natural Death examined, with Rules for the Prolongation of Life to an indefinite Period. By S. Rowbotham. — [75, 1546, 302, 1581]
table-row — [323, 437, 540, 448]
paragraph: AT A MEETING of the inhabitants of the borough of Manchester, convened by the Mayor in compliance with a very numerously signed requisition, and holden in the Town Hall, on Thursday the 27th day of April 1843 — [312, 797, 540, 855]
signature: JOHN BROOKS, Chairman. — [646, 676, 768, 688]
row-value: — 19, — 19, — 19. — [930, 365, 1015, 377]
paragraph: The Line of Packet-Ship ROSCIUS, Collins; To sail on the 13th May, her regular day. — [788, 620, 1015, 644]
paragraph: It is a melancholy fact that thousands fall victims to this horrid disease, owing to the unskilfulness of illiterate men, who by the use of that deadly poison, mercury, ruin the constitution, causing ulcerations, blotches on the head, face and body, dimness of sight, noise in the ears, deafness, obstinate gleets, nodes on the shin bones, ulcerated sore throats, diseased nose, with nocturnal pains in the head and limbs, till at length a general debility of the constitution ensues, and a melancholy death puts a period to their dreadful sufferings. — [1263, 1417, 1491, 1543]
centered-line: 13, Trafalgar Street, Leeds. — [844, 1228, 959, 1240]
paragraph: That these resolutions be advertised in all the Manchester newspapers, in the London Times and Patriot, and in the Northern Star. — [550, 581, 778, 615]
paragraph: The peculiar advantages of this Society above all others are—that the Members (Males) are entitled to a Proportion of Land and Property, with the Society's Asylum in Old Age, for its Superannuated Members, with protection from the cruel operations of the Infamous Poor Law—and the combined effect of its Members gives union and Beneficial results. — [312, 263, 540, 344]
row-value: 6 0 0 — [518, 402, 540, 414]
paragraph: The Steerages are roomy and complete as can be expected at a low rate of passage. — [788, 527, 1015, 550]
paragraph: Your petitioners therefore, earnestly pray your Honourable House, that no such bill may be passed into a law. — [550, 439, 778, 473]
paragraph: "To Messrs. T. Roberts and Co., 9, Crane Court, Fleet-street, London." — [1025, 618, 1253, 642]
paragraph: THE PAWNER'S GUIDE, being a complete Exposé of the System, with every necessary Information; the whole forming a complete fund of useful Knowledge on the subject. By a Practising Barrister. — [75, 1203, 302, 1260]
